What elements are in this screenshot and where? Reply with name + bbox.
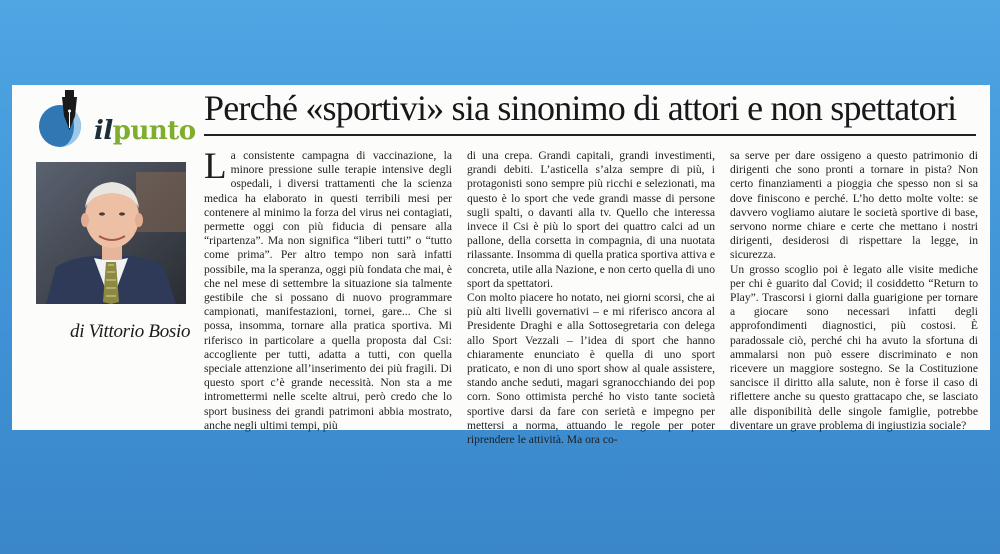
drop-cap: L — [204, 146, 227, 187]
paragraph: Con molto piacere ho notato, nei giorni scorsi, che ai più alti livelli governativi – e mi riferisco ancora al Presidente Draghi e alla Sottosegretaria con delega allo Sport Vezzali – l’idea di sport che hanno chiaramente enunciato è quella di uno sport praticato, e non di uno sport show al quale assistere, stando anche seduti, magari sgranocchiando dei pop corn. Sono ottimista perché ho visto tante società sportive darsi da fare con serietà e impegno per mettersi a norma, attuando le regole per poter riprendere le attività. Ma ora co- — [467, 291, 715, 447]
logo-il: il — [94, 116, 113, 146]
logo-wordmark — [94, 116, 196, 146]
article-column-2 — [467, 149, 715, 447]
il-punto-logo — [32, 90, 197, 150]
article-column-3 — [730, 149, 978, 433]
pen-nib-icon — [32, 90, 102, 150]
paragraph: Un grosso scoglio poi è legato alle visite mediche per chi è guarito dal Covid; il cosiddetto “Return to Play”. Trascorsi i giorni dalla guarigione per tornare a giocare sono necessari infatti degli approfondimenti diagnostici, più costosi. È paradossale ciò, perché chi ha avuto la sfortuna di ammalarsi non può essere discriminato e non ricevere un maggiore sostegno. Se la Costituzione sancisce il diritto alla salute, non è forse il caso di riflettere anche su questo grattacapo che, se lasciato alle disponibilità delle singole famiglie, potrebbe diventare un grave problema di ingiustizia sociale? — [730, 262, 978, 432]
author-byline: di Vittorio Bosio — [70, 321, 191, 342]
article-headline: Perché «sportivi» sia sinonimo di attori e non spettatori — [204, 88, 957, 128]
logo-punto: punto — [112, 116, 196, 146]
paragraph: di una crepa. Grandi capitali, grandi investimenti, grandi debiti. L’asticella s’alza sempre di più, i protagonisti sono sempre più ricchi e selezionati, ma questo è lo sport che vede grandi masse di persone sugli spalti, o davanti alla tv. Quello che interessa invece il Csi è più lo sport dei quattro calci ad un pallone, della corsetta in compagnia, di una nuotata rilassante. Insomma di quella pratica sportiva attiva e concreta, utile alla Nazione, e non certo quella di uno sport da spettatori. — [467, 149, 715, 290]
headline-rule — [204, 134, 976, 136]
author-photo — [36, 162, 186, 304]
article-column-1 — [204, 146, 452, 433]
paragraph: La consistente campagna di vaccinazione, la minore pressione sulle terapie intensive degli ospedali, i diversi trattamenti che la scienza medica ha elaborato in questi terribili mesi per contenere al minimo la forza del virus nei contagiati, permette oggi con più fiducia di pensare alla “ripartenza”. Ma non significa “liberi tutti” o “tutto come prima”. Per altro tempo non sarà infatti possibile, ma la speranza, oggi più fondata che mai, è che nel mese di settembre la situazione sia talmente gestibile che si possano di nuovo programmare campionati, manifestazioni, tornei, gare... Che si possa, insomma, tornare alla pratica sportiva. Mi riferisco in particolare a quella proposta dal Csi: accogliente per tutti, adatta a tutti, con quella speciale attenzione all’inserimento dei più fragili. Di questo sport c’è grande necessità. Non sta a me intromettermi nelle scelte altrui, però credo che lo sport business dei grandi patrimoni abbia mostrato, anche negli ultimi tempi, più — [204, 146, 452, 432]
newspaper-clipping — [12, 85, 990, 447]
paragraph: sa serve per dare ossigeno a questo patrimonio di dirigenti che sono pronti a tornare in pista? Non certo finanziamenti a pioggia che spesso non si sa dove finiscono e perché. L’ho detto molte volte: se davvero vogliamo aiutare le società sportive di base, servono norme chiare e certe che mettano i nostri dirigenti, desiderosi di rispettare la legge, in sicurezza. — [730, 149, 978, 262]
